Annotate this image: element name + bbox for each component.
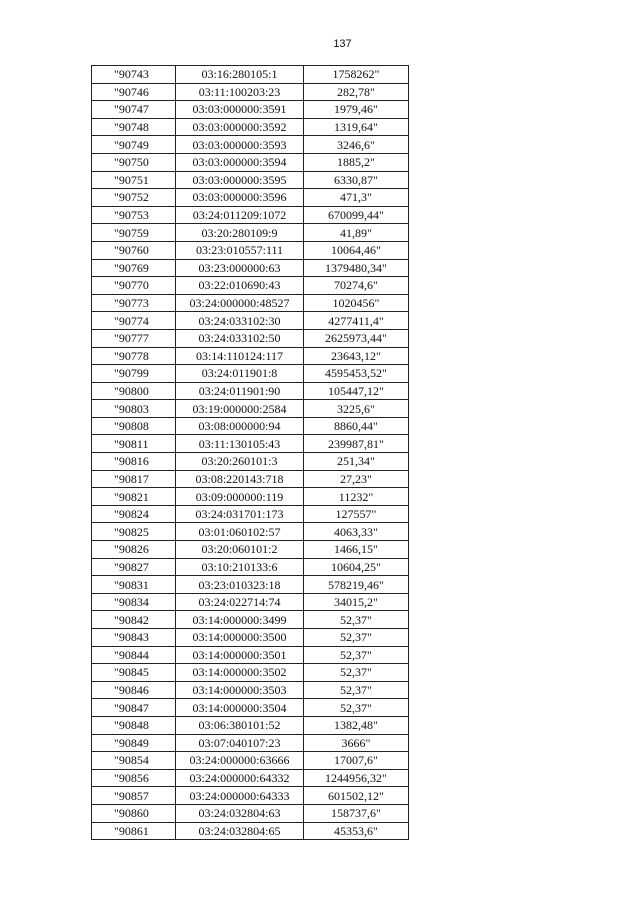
cadastral-number-cell: 03:14:000000:3501 bbox=[176, 646, 304, 664]
row-number-cell: "90752 bbox=[92, 189, 176, 207]
table-row bbox=[92, 541, 409, 559]
row-number-cell: "90808 bbox=[92, 417, 176, 435]
table-row bbox=[92, 435, 409, 453]
table-row bbox=[92, 646, 409, 664]
table-row bbox=[92, 224, 409, 242]
row-number-cell: "90847 bbox=[92, 699, 176, 717]
amount-cell: 10064,46" bbox=[304, 241, 409, 259]
table-row bbox=[92, 153, 409, 171]
amount-cell: 52,37" bbox=[304, 646, 409, 664]
row-number-cell: "90746 bbox=[92, 83, 176, 101]
amount-cell: 1244956,32" bbox=[304, 769, 409, 787]
row-number-cell: "90834 bbox=[92, 593, 176, 611]
registry-table bbox=[91, 65, 409, 840]
table-row bbox=[92, 259, 409, 277]
table-row bbox=[92, 189, 409, 207]
cadastral-number-cell: 03:03:000000:3593 bbox=[176, 136, 304, 154]
table-row bbox=[92, 787, 409, 805]
row-number-cell: "90848 bbox=[92, 716, 176, 734]
cadastral-number-cell: 03:24:011901:8 bbox=[176, 365, 304, 383]
row-number-cell: "90748 bbox=[92, 118, 176, 136]
cadastral-number-cell: 03:19:000000:2584 bbox=[176, 400, 304, 418]
cadastral-number-cell: 03:24:032804:65 bbox=[176, 822, 304, 840]
table-row bbox=[92, 699, 409, 717]
row-number-cell: "90770 bbox=[92, 277, 176, 295]
amount-cell: 52,37" bbox=[304, 664, 409, 682]
cadastral-number-cell: 03:10:210133:6 bbox=[176, 558, 304, 576]
amount-cell: 158737,6" bbox=[304, 804, 409, 822]
table-row bbox=[92, 664, 409, 682]
row-number-cell: "90799 bbox=[92, 365, 176, 383]
amount-cell: 3666" bbox=[304, 734, 409, 752]
amount-cell: 52,37" bbox=[304, 681, 409, 699]
cadastral-number-cell: 03:11:100203:23 bbox=[176, 83, 304, 101]
row-number-cell: "90774 bbox=[92, 312, 176, 330]
table-row bbox=[92, 752, 409, 770]
amount-cell: 45353,6" bbox=[304, 822, 409, 840]
table-row bbox=[92, 734, 409, 752]
table-row bbox=[92, 382, 409, 400]
row-number-cell: "90856 bbox=[92, 769, 176, 787]
row-number-cell: "90800 bbox=[92, 382, 176, 400]
amount-cell: 251,34" bbox=[304, 453, 409, 471]
cadastral-number-cell: 03:03:000000:3591 bbox=[176, 101, 304, 119]
table-row bbox=[92, 83, 409, 101]
row-number-cell: "90773 bbox=[92, 294, 176, 312]
cadastral-number-cell: 03:08:000000:94 bbox=[176, 417, 304, 435]
cadastral-number-cell: 03:24:022714:74 bbox=[176, 593, 304, 611]
amount-cell: 105447,12" bbox=[304, 382, 409, 400]
table-row bbox=[92, 101, 409, 119]
cadastral-number-cell: 03:20:280109:9 bbox=[176, 224, 304, 242]
row-number-cell: "90824 bbox=[92, 505, 176, 523]
row-number-cell: "90751 bbox=[92, 171, 176, 189]
table-row bbox=[92, 505, 409, 523]
cadastral-number-cell: 03:14:000000:3503 bbox=[176, 681, 304, 699]
row-number-cell: "90854 bbox=[92, 752, 176, 770]
cadastral-number-cell: 03:23:000000:63 bbox=[176, 259, 304, 277]
amount-cell: 70274,6" bbox=[304, 277, 409, 295]
table-row bbox=[92, 66, 409, 84]
cadastral-number-cell: 03:24:032804:63 bbox=[176, 804, 304, 822]
amount-cell: 601502,12" bbox=[304, 787, 409, 805]
amount-cell: 1979,46" bbox=[304, 101, 409, 119]
table-row bbox=[92, 277, 409, 295]
amount-cell: 3225,6" bbox=[304, 400, 409, 418]
cadastral-number-cell: 03:14:000000:3504 bbox=[176, 699, 304, 717]
amount-cell: 1319,64" bbox=[304, 118, 409, 136]
table-row bbox=[92, 822, 409, 840]
cadastral-number-cell: 03:24:000000:64332 bbox=[176, 769, 304, 787]
amount-cell: 4595453,52" bbox=[304, 365, 409, 383]
cadastral-number-cell: 03:01:060102:57 bbox=[176, 523, 304, 541]
amount-cell: 52,37" bbox=[304, 629, 409, 647]
amount-cell: 23643,12" bbox=[304, 347, 409, 365]
table-row bbox=[92, 611, 409, 629]
cadastral-number-cell: 03:24:011209:1072 bbox=[176, 206, 304, 224]
row-number-cell: "90826 bbox=[92, 541, 176, 559]
table-row bbox=[92, 593, 409, 611]
row-number-cell: "90843 bbox=[92, 629, 176, 647]
amount-cell: 1758262" bbox=[304, 66, 409, 84]
table-row bbox=[92, 716, 409, 734]
amount-cell: 8860,44" bbox=[304, 417, 409, 435]
row-number-cell: "90816 bbox=[92, 453, 176, 471]
cadastral-number-cell: 03:11:130105:43 bbox=[176, 435, 304, 453]
table-row bbox=[92, 681, 409, 699]
table-row bbox=[92, 206, 409, 224]
cadastral-number-cell: 03:23:010323:18 bbox=[176, 576, 304, 594]
page-number: 137 bbox=[333, 38, 352, 50]
amount-cell: 282,78" bbox=[304, 83, 409, 101]
amount-cell: 34015,2" bbox=[304, 593, 409, 611]
table-row bbox=[92, 576, 409, 594]
table-row bbox=[92, 118, 409, 136]
cadastral-number-cell: 03:06:380101:52 bbox=[176, 716, 304, 734]
amount-cell: 52,37" bbox=[304, 699, 409, 717]
row-number-cell: "90769 bbox=[92, 259, 176, 277]
cadastral-number-cell: 03:24:033102:50 bbox=[176, 329, 304, 347]
cadastral-number-cell: 03:24:031701:173 bbox=[176, 505, 304, 523]
table-row bbox=[92, 400, 409, 418]
row-number-cell: "90749 bbox=[92, 136, 176, 154]
cadastral-number-cell: 03:14:000000:3502 bbox=[176, 664, 304, 682]
table-row bbox=[92, 347, 409, 365]
amount-cell: 670099,44" bbox=[304, 206, 409, 224]
row-number-cell: "90831 bbox=[92, 576, 176, 594]
row-number-cell: "90825 bbox=[92, 523, 176, 541]
row-number-cell: "90861 bbox=[92, 822, 176, 840]
cadastral-number-cell: 03:14:000000:3500 bbox=[176, 629, 304, 647]
cadastral-number-cell: 03:09:000000:119 bbox=[176, 488, 304, 506]
table-row bbox=[92, 136, 409, 154]
row-number-cell: "90778 bbox=[92, 347, 176, 365]
row-number-cell: "90844 bbox=[92, 646, 176, 664]
row-number-cell: "90743 bbox=[92, 66, 176, 84]
row-number-cell: "90821 bbox=[92, 488, 176, 506]
cadastral-number-cell: 03:23:010557:111 bbox=[176, 241, 304, 259]
amount-cell: 1382,48" bbox=[304, 716, 409, 734]
row-number-cell: "90747 bbox=[92, 101, 176, 119]
cadastral-number-cell: 03:03:000000:3592 bbox=[176, 118, 304, 136]
amount-cell: 4063,33" bbox=[304, 523, 409, 541]
row-number-cell: "90846 bbox=[92, 681, 176, 699]
amount-cell: 52,37" bbox=[304, 611, 409, 629]
row-number-cell: "90842 bbox=[92, 611, 176, 629]
table-row bbox=[92, 769, 409, 787]
row-number-cell: "90811 bbox=[92, 435, 176, 453]
amount-cell: 4277411,4" bbox=[304, 312, 409, 330]
row-number-cell: "90777 bbox=[92, 329, 176, 347]
row-number-cell: "90857 bbox=[92, 787, 176, 805]
table-row bbox=[92, 453, 409, 471]
table-row bbox=[92, 329, 409, 347]
amount-cell: 1466,15" bbox=[304, 541, 409, 559]
amount-cell: 11232" bbox=[304, 488, 409, 506]
row-number-cell: "90827 bbox=[92, 558, 176, 576]
cadastral-number-cell: 03:14:000000:3499 bbox=[176, 611, 304, 629]
cadastral-number-cell: 03:24:011901:90 bbox=[176, 382, 304, 400]
table-row bbox=[92, 417, 409, 435]
cadastral-number-cell: 03:03:000000:3596 bbox=[176, 189, 304, 207]
row-number-cell: "90759 bbox=[92, 224, 176, 242]
amount-cell: 10604,25" bbox=[304, 558, 409, 576]
amount-cell: 6330,87" bbox=[304, 171, 409, 189]
row-number-cell: "90803 bbox=[92, 400, 176, 418]
cadastral-number-cell: 03:03:000000:3595 bbox=[176, 171, 304, 189]
cadastral-number-cell: 03:22:010690:43 bbox=[176, 277, 304, 295]
cadastral-number-cell: 03:20:260101:3 bbox=[176, 453, 304, 471]
amount-cell: 1379480,34" bbox=[304, 259, 409, 277]
amount-cell: 127557" bbox=[304, 505, 409, 523]
table-row bbox=[92, 629, 409, 647]
cadastral-number-cell: 03:24:033102:30 bbox=[176, 312, 304, 330]
row-number-cell: "90849 bbox=[92, 734, 176, 752]
table-row bbox=[92, 241, 409, 259]
table-row bbox=[92, 523, 409, 541]
row-number-cell: "90753 bbox=[92, 206, 176, 224]
amount-cell: 27,23" bbox=[304, 470, 409, 488]
table-row bbox=[92, 365, 409, 383]
row-number-cell: "90860 bbox=[92, 804, 176, 822]
table-row bbox=[92, 171, 409, 189]
cadastral-number-cell: 03:07:040107:23 bbox=[176, 734, 304, 752]
amount-cell: 3246,6" bbox=[304, 136, 409, 154]
table-row bbox=[92, 312, 409, 330]
cadastral-number-cell: 03:24:000000:48527 bbox=[176, 294, 304, 312]
table-row bbox=[92, 804, 409, 822]
cadastral-number-cell: 03:24:000000:63666 bbox=[176, 752, 304, 770]
table-row bbox=[92, 488, 409, 506]
cadastral-number-cell: 03:03:000000:3594 bbox=[176, 153, 304, 171]
row-number-cell: "90817 bbox=[92, 470, 176, 488]
cadastral-number-cell: 03:14:110124:117 bbox=[176, 347, 304, 365]
amount-cell: 2625973,44" bbox=[304, 329, 409, 347]
amount-cell: 239987,81" bbox=[304, 435, 409, 453]
row-number-cell: "90845 bbox=[92, 664, 176, 682]
amount-cell: 1020456" bbox=[304, 294, 409, 312]
table-row bbox=[92, 470, 409, 488]
cadastral-number-cell: 03:24:000000:64333 bbox=[176, 787, 304, 805]
cadastral-number-cell: 03:20:060101:2 bbox=[176, 541, 304, 559]
row-number-cell: "90760 bbox=[92, 241, 176, 259]
table-row bbox=[92, 558, 409, 576]
cadastral-number-cell: 03:08:220143:718 bbox=[176, 470, 304, 488]
cadastral-number-cell: 03:16:280105:1 bbox=[176, 66, 304, 84]
amount-cell: 17007,6" bbox=[304, 752, 409, 770]
registry-table-body bbox=[92, 66, 409, 840]
amount-cell: 471,3" bbox=[304, 189, 409, 207]
amount-cell: 1885,2" bbox=[304, 153, 409, 171]
amount-cell: 578219,46" bbox=[304, 576, 409, 594]
row-number-cell: "90750 bbox=[92, 153, 176, 171]
amount-cell: 41,89" bbox=[304, 224, 409, 242]
table-row bbox=[92, 294, 409, 312]
